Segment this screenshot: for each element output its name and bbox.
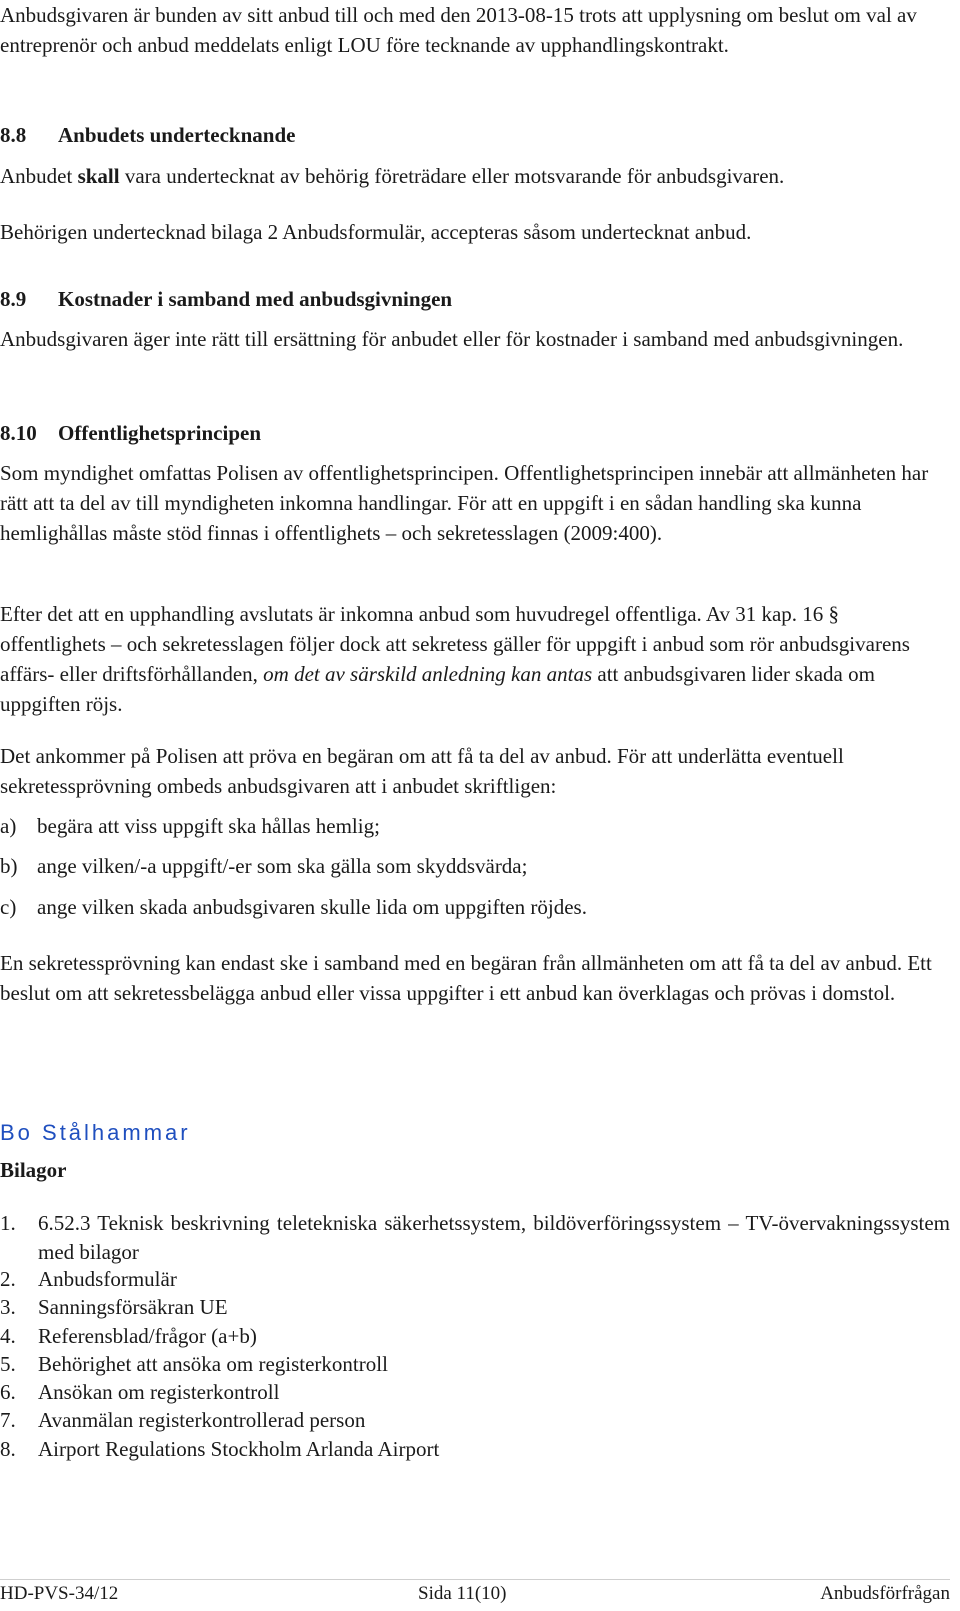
paragraph-8-10-offentlighet: Som myndighet omfattas Polisen av offentlighetsprincipen. Offentlighetsprincipen innebär att allmänheten har rätt att ta del av till myndigheten inkomna handlingar. För att en uppgift i en sådan handling ska kunna hemlighållas måste stöd finnas i offentlighets – och sekretesslagen (2009:400). bbox=[0, 461, 929, 545]
attachment-number: 1. bbox=[0, 1211, 16, 1235]
footer-document-type: Anbudsförfrågan bbox=[820, 1583, 950, 1604]
text-run: att anbudsgivaren lider skada om uppgiften röjs. bbox=[0, 662, 875, 716]
footer-document-id: HD-PVS-34/12 bbox=[0, 1583, 119, 1604]
list-label: a) bbox=[0, 814, 17, 838]
section-title: Anbudets undertecknande bbox=[58, 123, 296, 147]
attachment-text: Sanningsförsäkran UE bbox=[38, 1295, 228, 1319]
text-run-italic: om det av särskild anledning kan antas bbox=[263, 662, 593, 686]
attachment-number: 7. bbox=[0, 1408, 16, 1432]
paragraph-8-8-signature-requirement bbox=[0, 161, 950, 191]
list-text: begära att viss uppgift ska hållas hemlig; bbox=[37, 814, 380, 838]
attachment-number: 6. bbox=[0, 1380, 16, 1404]
section-number: 8.10 bbox=[0, 421, 37, 445]
text-run: Anbudet bbox=[0, 164, 78, 188]
footer-page-number: Sida 11(10) bbox=[418, 1583, 507, 1604]
paragraph-8-9: Anbudsgivaren äger inte rätt till ersättning för anbudet eller för kostnader i samband med anbudsgivningen. bbox=[0, 327, 904, 351]
attachment-text: Avanmälan registerkontrollerad person bbox=[38, 1408, 366, 1432]
footer-divider bbox=[0, 1579, 950, 1580]
paragraph-8-8-accepted: Behörigen undertecknad bilaga 2 Anbudsformulär, accepteras såsom undertecknat anbud. bbox=[0, 220, 752, 244]
attachments-heading: Bilagor bbox=[0, 1158, 67, 1182]
section-number: 8.8 bbox=[0, 123, 27, 147]
section-number: 8.9 bbox=[0, 287, 27, 311]
attachment-text: Anbudsformulär bbox=[38, 1267, 177, 1291]
list-label: c) bbox=[0, 895, 17, 919]
paragraph-8-10-provning: Det ankommer på Polisen att pröva en begäran om att få ta del av anbud. För att underlätta eventuell sekretessprövning ombeds anbudsgivaren att i anbudet skriftligen: bbox=[0, 744, 844, 798]
attachment-text: Ansökan om registerkontroll bbox=[38, 1380, 280, 1404]
attachment-number: 5. bbox=[0, 1352, 16, 1376]
attachment-text: Behörighet att ansöka om registerkontroll bbox=[38, 1352, 388, 1376]
list-text: ange vilken/-a uppgift/-er som ska gälla som skyddsvärda; bbox=[37, 854, 528, 878]
section-heading-8-9 bbox=[0, 284, 950, 314]
section-heading-8-10 bbox=[0, 418, 950, 448]
attachment-number: 3. bbox=[0, 1295, 16, 1319]
attachment-number: 2. bbox=[0, 1267, 16, 1291]
paragraph-8-10-domstol: En sekretessprövning kan endast ske i samband med en begäran från allmänheten om att få ta del av anbud. Ett beslut om att sekretessbelägga anbud eller vissa uppgifter i ett anbud kan överklagas och prövas i domstol. bbox=[0, 951, 932, 1005]
text-run-bold: skall bbox=[77, 164, 120, 188]
attachment-number: 8. bbox=[0, 1437, 16, 1461]
text-run: vara undertecknat av behörig företrädare eller motsvarande för anbudsgivaren. bbox=[119, 164, 785, 188]
list-text: ange vilken skada anbudsgivaren skulle lida om uppgiften röjdes. bbox=[37, 895, 587, 919]
text-run: Efter det att en upphandling avslutats är inkomna anbud som huvudregel offentliga. Av 31 kap. 16 § offentlighets – och sekretesslagen följer dock att sekretess gäller för uppgift i anbud som rör anbudsgivarens affärs- eller driftsförhållanden, bbox=[0, 602, 910, 686]
attachment-text: 6.52.3 Teknisk beskrivning teletekniska säkerhetssystem, bildöverföringssystem – TV-övervakningssystem med bilagor bbox=[38, 1211, 950, 1264]
list-label: b) bbox=[0, 854, 18, 878]
intro-paragraph: Anbudsgivaren är bunden av sitt anbud till och med den 2013-08-15 trots att upplysning om beslut om val av entreprenör och anbud meddelats enligt LOU före tecknande av upphandlingskontrakt. bbox=[0, 3, 917, 57]
section-title: Offentlighetsprincipen bbox=[58, 421, 261, 445]
section-heading-8-8 bbox=[0, 120, 950, 150]
signature-name: Bo Stålhammar bbox=[0, 1120, 191, 1145]
section-title: Kostnader i samband med anbudsgivningen bbox=[58, 287, 453, 311]
attachment-text: Airport Regulations Stockholm Arlanda Airport bbox=[38, 1437, 440, 1461]
paragraph-8-10-sekretess bbox=[0, 599, 950, 719]
attachment-number: 4. bbox=[0, 1324, 16, 1348]
attachment-text: Referensblad/frågor (a+b) bbox=[38, 1324, 257, 1348]
